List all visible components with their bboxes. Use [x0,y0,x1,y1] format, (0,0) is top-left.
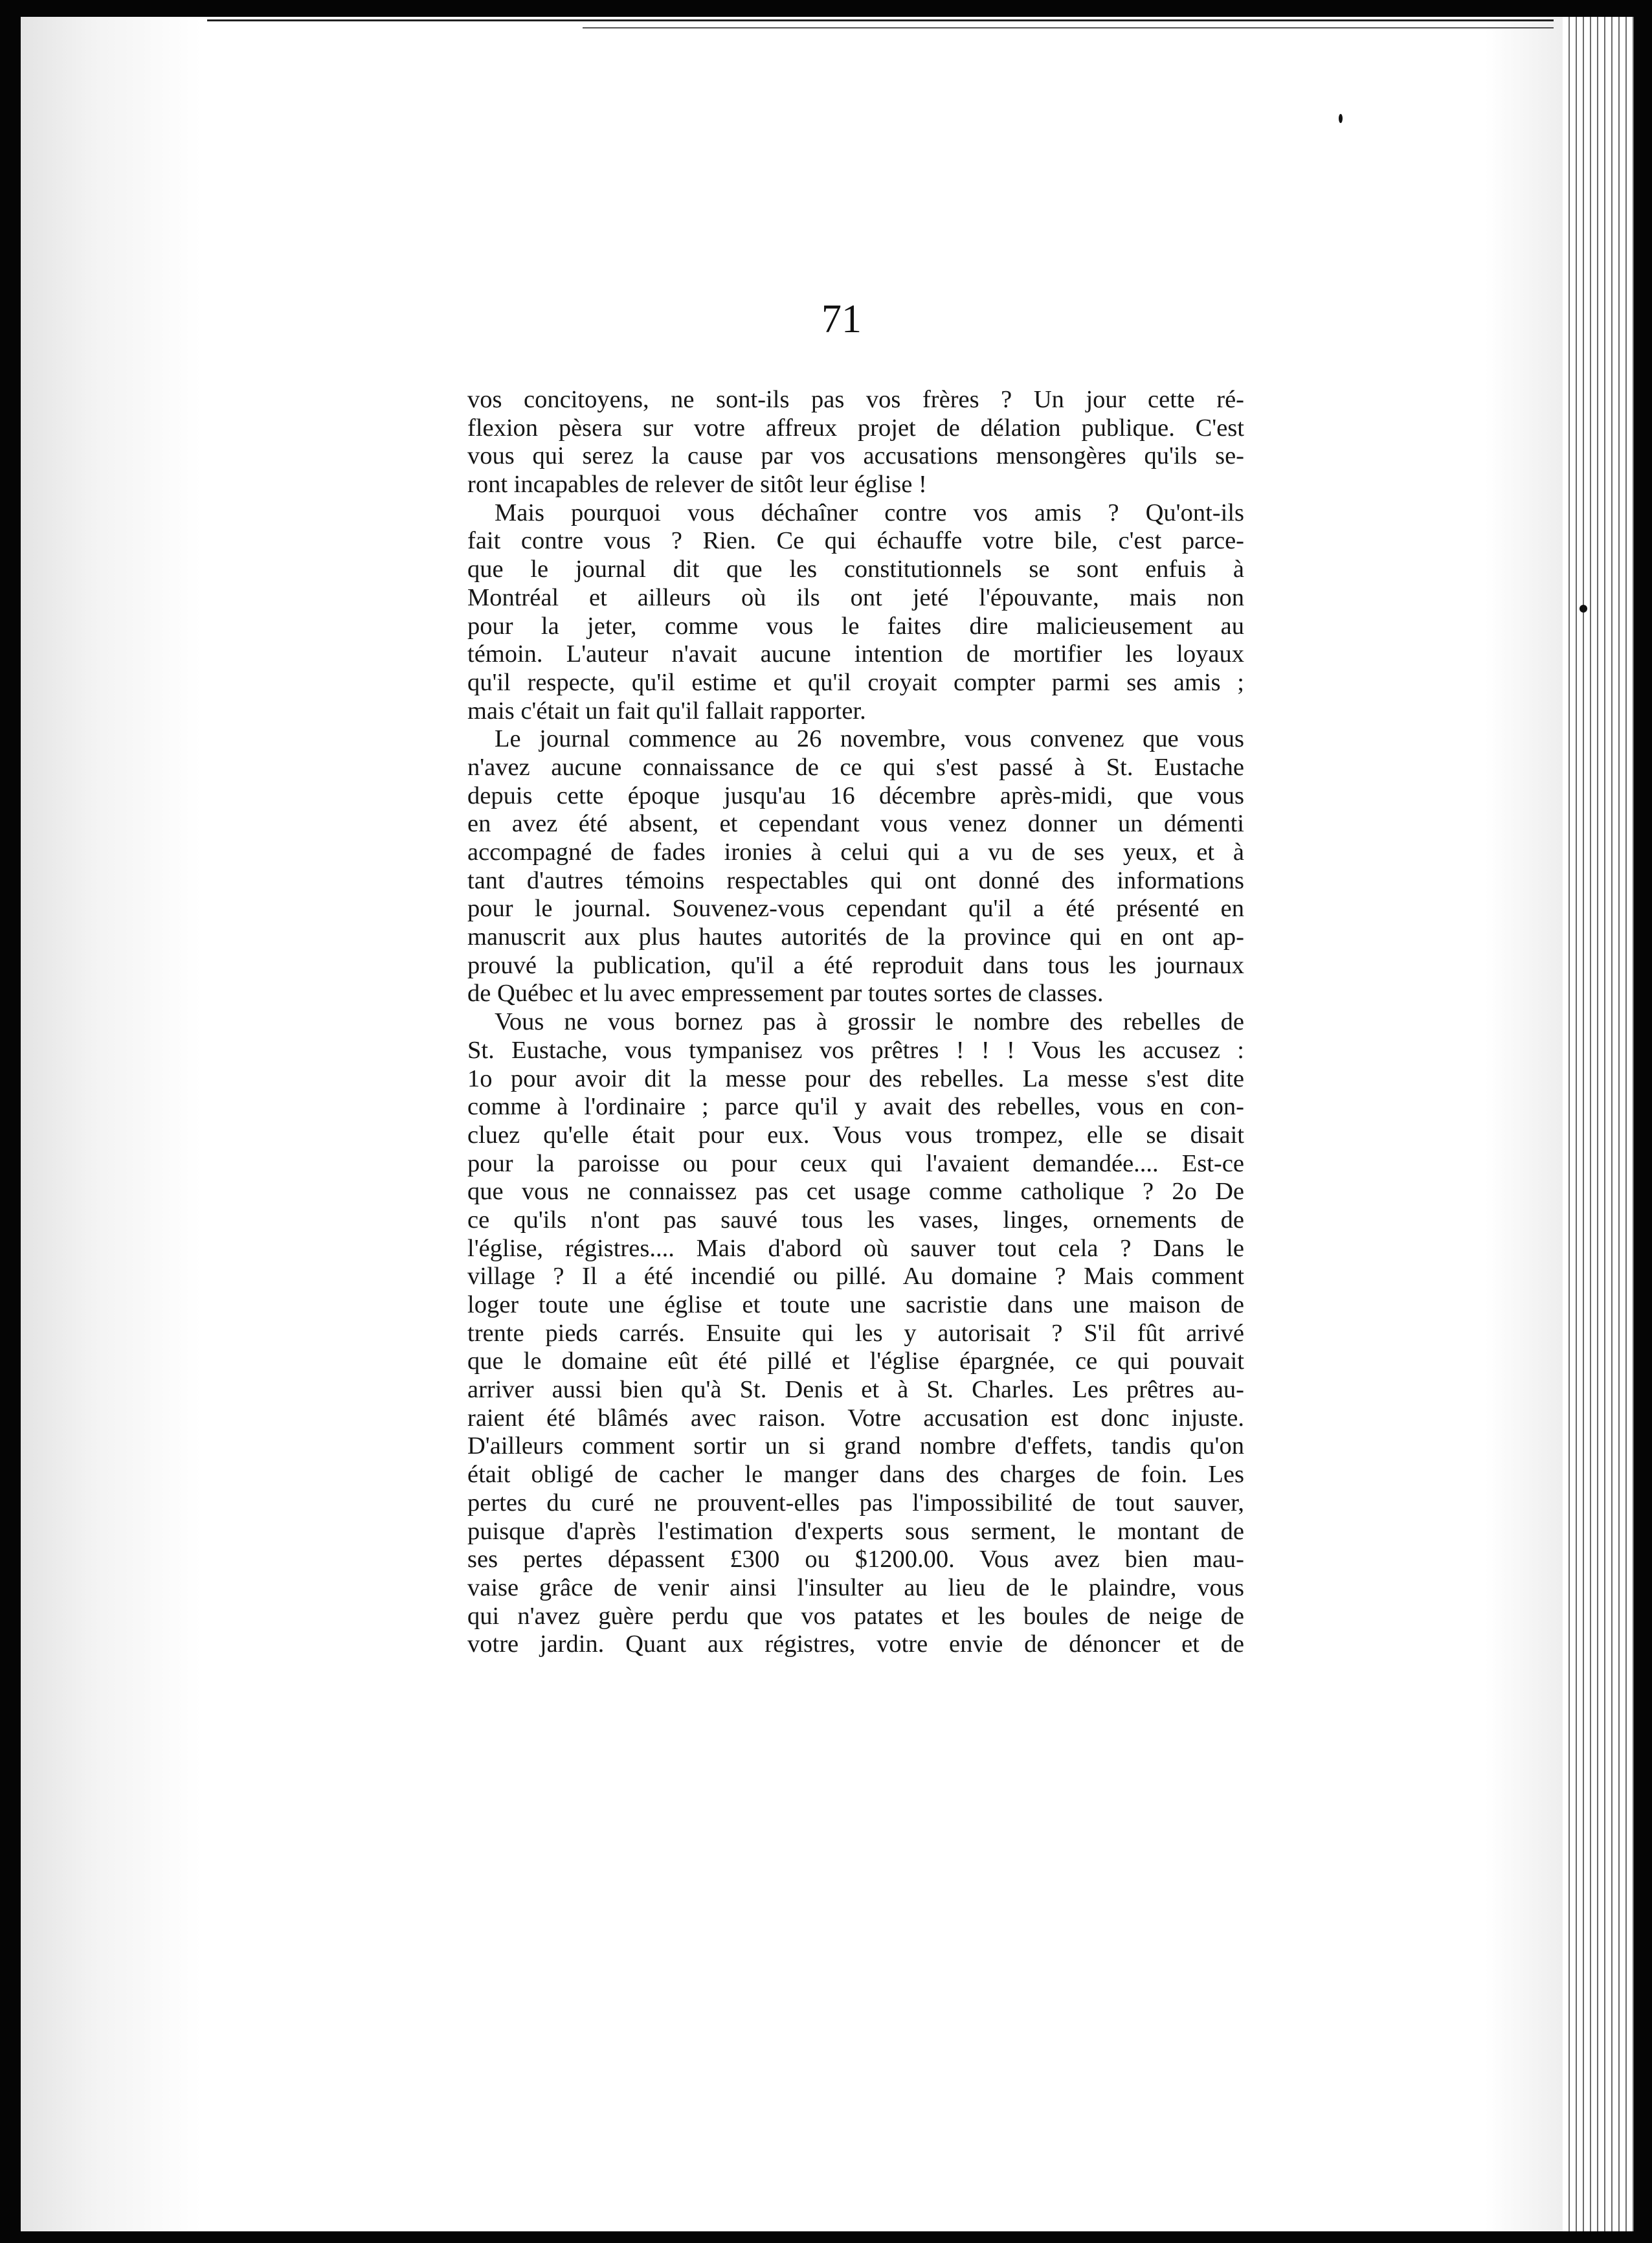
page-number: 71 [821,297,862,341]
scan-border-bottom [0,2231,1652,2243]
page-edge-shadow [1485,17,1563,2231]
text-line: trente pieds carrés. Ensuite qui les y autorisait ? S'il fût arrivé [467,1319,1244,1347]
text-line: votre jardin. Quant aux régistres, votre envie de dénoncer et de [467,1630,1244,1658]
text-line: Le journal commence au 26 novembre, vous convenez que vous [495,725,1244,753]
scan-top-rule-secondary [583,27,1554,28]
scan-top-rule [207,19,1554,21]
text-line: qu'il respecte, qu'il estime et qu'il croyait compter parmi ses amis ; [467,668,1244,696]
text-line: prouvé la publication, qu'il a été reproduit dans tous les journaux [467,951,1244,979]
binding-gutter-shadow [21,17,202,2231]
text-line: témoin. L'auteur n'avait aucune intention de mortifier les loyaux [467,640,1244,668]
text-line: était obligé de cacher le manger dans des charges de foin. Les [467,1461,1244,1489]
text-line: qui n'avez guère perdu que vos patates et les boules de neige de [467,1602,1244,1630]
text-line: St. Eustache, vous tympanisez vos prêtres ! ! ! Vous les accusez : [467,1036,1244,1064]
text-line: pertes du curé ne prouvent-elles pas l'impossibilité de tout sauver, [467,1489,1244,1516]
text-line: 1o pour avoir dit la messe pour des rebelles. La messe s'est dite [467,1065,1244,1092]
text-line: que vous ne connaissez pas cet usage comme catholique ? 2o De [467,1178,1244,1206]
text-line: raient été blâmés avec raison. Votre accusation est donc injuste. [467,1404,1244,1432]
text-line: D'ailleurs comment sortir un si grand nombre d'effets, tandis qu'on [467,1432,1244,1460]
text-line: pour le journal. Souvenez-vous cependant qu'il a été présenté en [467,895,1244,923]
text-line: vous qui serez la cause par vos accusations mensongères qu'ils se- [467,442,1244,470]
text-line: pour la paroisse ou pour ceux qui l'avaient demandée.... Est-ce [467,1149,1244,1177]
scan-border-left [0,0,21,2243]
text-line: cluez qu'elle était pour eux. Vous vous trompez, elle se disait [467,1121,1244,1149]
text-line: manuscrit aux plus hautes autorités de la province qui en ont ap- [467,923,1244,951]
paragraph [467,386,1244,499]
text-line: l'église, régistres.... Mais d'abord où sauver tout cela ? Dans le [467,1234,1244,1262]
text-line: ce qu'ils n'ont pas sauvé tous les vases, linges, ornements de [467,1206,1244,1234]
text-line: village ? Il a été incendié ou pillé. Au domaine ? Mais comment [467,1263,1244,1291]
text-line: puisque d'après l'estimation d'experts sous serment, le montant de [467,1517,1244,1545]
page-body-text [467,386,1244,1659]
text-line: Vous ne vous bornez pas à grossir le nombre des rebelles de [495,1008,1244,1036]
scan-border-top [0,0,1652,17]
text-line: Montréal et ailleurs où ils ont jeté l'épouvante, mais non [467,583,1244,611]
paragraph [467,725,1244,1008]
text-line: vos concitoyens, ne sont-ils pas vos frères ? Un jour cette ré- [467,386,1244,413]
text-line: de Québec et lu avec empressement par toutes sortes de classes. [467,980,1104,1008]
text-line: vaise grâce de venir ainsi l'insulter au lieu de le plaindre, vous [467,1573,1244,1601]
text-line: tant d'autres témoins respectables qui ont donné des informations [467,866,1244,894]
text-line: pour la jeter, comme vous le faites dire malicieusement au [467,612,1244,640]
text-line: ses pertes dépassent £300 ou $1200.00. Vous avez bien mau- [467,1546,1244,1573]
text-line: accompagné de fades ironies à celui qui a vu de ses yeux, et à [467,839,1244,866]
text-line: Mais pourquoi vous déchaîner contre vos amis ? Qu'ont-ils [495,499,1244,526]
scan-speck [1339,114,1343,123]
text-line: en avez été absent, et cependant vous venez donner un démenti [467,810,1244,838]
text-line: fait contre vous ? Rien. Ce qui échauffe votre bile, c'est parce- [467,527,1244,555]
text-line: flexion pèsera sur votre affreux projet de délation publique. C'est [467,414,1244,442]
stacked-page-edges [1563,17,1634,2231]
text-line: arriver aussi bien qu'à St. Denis et à St. Charles. Les prêtres au- [467,1376,1244,1404]
text-line: ront incapables de relever de sitôt leur église ! [467,471,927,499]
text-line: que le journal dit que les constitutionnels se sont enfuis à [467,556,1244,583]
text-line: comme à l'ordinaire ; parce qu'il y avait des rebelles, vous en con- [467,1093,1244,1121]
text-line: loger toute une église et toute une sacristie dans une maison de [467,1291,1244,1318]
scan-border-right [1634,0,1652,2243]
text-line: depuis cette époque jusqu'au 16 décembre après-midi, que vous [467,782,1244,809]
paragraph [467,1008,1244,1659]
text-line: mais c'était un fait qu'il fallait rapporter. [467,697,866,725]
text-line: n'avez aucune connaissance de ce qui s'est passé à St. Eustache [467,753,1244,781]
scan-speck [1579,605,1587,613]
paragraph [467,499,1244,726]
text-line: que le domaine eût été pillé et l'église épargnée, ce qui pouvait [467,1347,1244,1375]
